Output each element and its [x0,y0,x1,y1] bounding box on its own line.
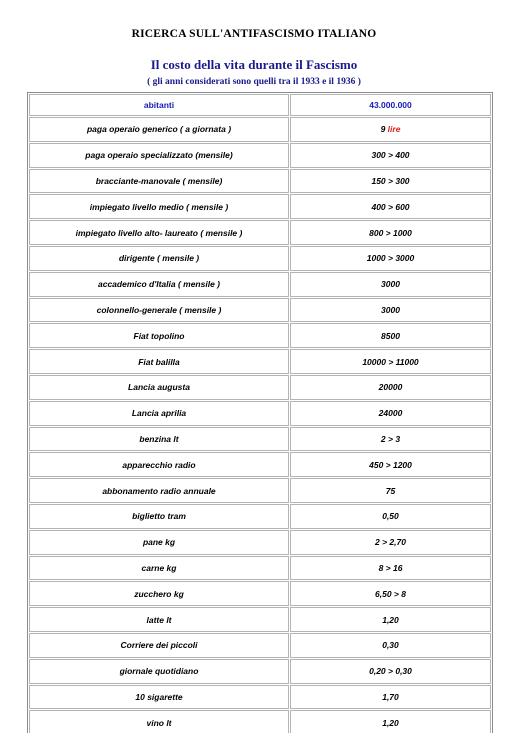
item-value-cell [290,659,491,684]
item-value-cell [290,401,491,426]
table-row [29,246,491,271]
table-row [29,143,491,168]
item-value: 1,70 [382,691,399,702]
table-row [29,607,491,632]
item-value: 150 > 300 [371,175,410,186]
item-label-cell: dirigente ( mensile ) [29,246,289,271]
table-row [29,194,491,219]
item-value: 1,20 [382,614,399,625]
item-value: 24000 [378,408,403,419]
table-row [29,349,491,374]
item-label-cell: abbonamento radio annuale [29,478,289,503]
table-row [29,452,491,477]
table-row [29,530,491,555]
item-value-cell [290,556,491,581]
item-value-cell [290,685,491,710]
item-label-cell: Lancia augusta [29,375,289,400]
item-value: 0,50 [382,511,399,522]
item-value: 20000 [378,382,403,393]
item-label-cell: accademico d'Italia ( mensile ) [29,272,289,297]
item-value-cell [290,349,491,374]
item-value-cell [290,246,491,271]
item-value-cell [290,194,491,219]
table-row [29,633,491,658]
item-value-cell [290,452,491,477]
item-label-cell: biglietto tram [29,504,289,529]
item-value: 1,20 [382,717,399,728]
table-row [29,220,491,245]
table-row [29,117,491,142]
item-label-cell: Corriere dei piccoli [29,633,289,658]
item-label-cell: apparecchio radio [29,452,289,477]
item-value: 2 > 2,70 [375,537,406,548]
item-value: 9 [380,124,386,135]
item-value-cell [290,298,491,323]
table-row [29,556,491,581]
header-label-cell: abitanti [29,94,289,116]
item-value: 0,20 > 0,30 [369,666,412,677]
cost-of-living-table-container [27,92,493,733]
cost-of-living-table [27,92,493,733]
item-value: 6,50 > 8 [375,588,406,599]
item-label-cell: 10 sigarette [29,685,289,710]
item-value-cell [290,220,491,245]
item-label-cell: paga operaio generico ( a giornata ) [29,117,289,142]
item-label-cell: benzina lt [29,427,289,452]
item-value: 2 > 3 [380,433,401,444]
item-value-cell [290,581,491,606]
table-row [29,375,491,400]
item-value: 800 > 1000 [369,227,412,238]
table-row [29,323,491,348]
item-value-cell [290,607,491,632]
item-label-cell: giornale quotidiano [29,659,289,684]
item-value: 75 [385,485,396,496]
item-value-cell [290,530,491,555]
item-value-cell [290,478,491,503]
item-label-cell: Fiat balilla [29,349,289,374]
item-label-cell: Fiat topolino [29,323,289,348]
table-row [29,401,491,426]
item-label-cell: paga operaio specializzato (mensile) [29,143,289,168]
item-label-cell: Lancia aprilia [29,401,289,426]
item-value-cell [290,272,491,297]
item-label-cell: carne kg [29,556,289,581]
item-label-cell: impiegato livello alto- laureato ( mensile ) [29,220,289,245]
item-value-cell [290,710,491,733]
item-value-cell [290,117,491,142]
table-row [29,169,491,194]
item-label-cell: vino lt [29,710,289,733]
item-value: 8500 [381,330,400,341]
item-label-cell: colonnello-generale ( mensile ) [29,298,289,323]
table-header-row [29,94,491,116]
table-row [29,298,491,323]
table-row [29,685,491,710]
item-value: 300 > 400 [371,150,410,161]
item-label-cell: pane kg [29,530,289,555]
item-value-cell [290,375,491,400]
item-label-cell: bracciante-manovale ( mensile) [29,169,289,194]
page-title: RICERCA SULL'ANTIFASCISMO ITALIANO [131,28,377,40]
item-value: 3000 [381,304,400,315]
item-value: 3000 [381,279,400,290]
table-row [29,478,491,503]
table-row [29,504,491,529]
table-row [29,427,491,452]
item-label-cell: impiegato livello medio ( mensile ) [29,194,289,219]
item-value: 8 > 16 [378,562,403,573]
item-value: 10000 > 11000 [362,356,419,367]
item-value-cell [290,143,491,168]
item-value: 0,30 [382,640,399,651]
table-row [29,710,491,733]
item-value-cell [290,323,491,348]
item-label-cell: latte lt [29,607,289,632]
table-row [29,581,491,606]
table-body [29,94,491,733]
item-value-cell [290,633,491,658]
table-row [29,659,491,684]
currency-unit: lire [387,124,401,135]
item-value-cell [290,427,491,452]
item-value: 400 > 600 [371,201,410,212]
document-subtitle: Il costo della vita durante il Fascismo [150,57,358,72]
item-value-cell [290,504,491,529]
item-label-cell: zucchero kg [29,581,289,606]
header-value-cell: 43.000.000 [290,94,491,116]
item-value: 450 > 1200 [369,459,412,470]
table-row [29,272,491,297]
period-note: ( gli anni considerati sono quelli tra il 1933 e il 1936 ) [147,77,361,87]
item-value-cell [290,169,491,194]
item-value: 1000 > 3000 [366,253,415,264]
